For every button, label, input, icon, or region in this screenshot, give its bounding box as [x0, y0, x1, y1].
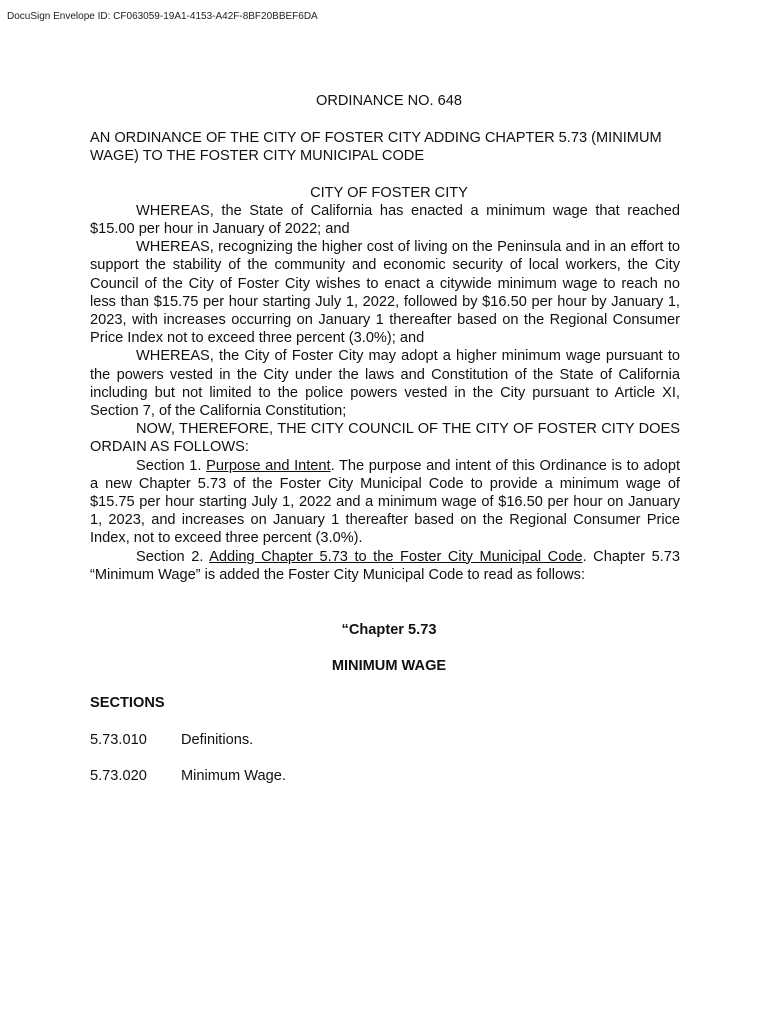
- section-title: Minimum Wage.: [181, 767, 286, 784]
- ordinance-title: AN ORDINANCE OF THE CITY OF FOSTER CITY ADDING CHAPTER 5.73 (MINIMUM WAGE) TO THE FOSTER CITY MUNICIPAL CODE: [90, 130, 662, 165]
- whereas-paragraph-2: WHEREAS, recognizing the higher cost of living on the Peninsula and in an effort to support the stability of the community and economic security of local workers, the City Council of the City of Foster City wishes to enact a citywide minimum wage to reach no less than $15.75 per hour starting July 1, 2022, followed by $16.50 per hour by January 1, 2023, with increases occurring on January 1 thereafter based on the Regional Consumer Price Index not to exceed three percent (3.0%); and: [90, 239, 680, 347]
- section-number: 5.73.010: [90, 731, 147, 748]
- chapter-name: MINIMUM WAGE: [331, 658, 447, 675]
- chapter-number: “Chapter 5.73: [341, 622, 437, 639]
- section-2-paragraph: [90, 548, 680, 584]
- section-2-prefix: Section 2.: [136, 548, 210, 565]
- whereas-paragraph-3: WHEREAS, the City of Foster City may adopt a higher minimum wage pursuant to the powers vested in the City under the laws and Constitution of the State of California including but not limited to the police powers vested in the City pursuant to Article XI, Section 7, of the California Constitution;: [90, 348, 680, 420]
- section-1-prefix: Section 1.: [136, 457, 207, 474]
- sections-heading: SECTIONS: [90, 695, 165, 712]
- section-2-text: . Chapter 5.73 “Minimum Wage” is added the Foster City Municipal Code to read as follows:: [90, 548, 681, 583]
- section-1-paragraph: [90, 457, 680, 548]
- document-page: [90, 92, 680, 785]
- whereas-paragraph-1: WHEREAS, the State of California has enacted a minimum wage that reached $15.00 per hour in January of 2022; and: [90, 202, 680, 238]
- section-title: Definitions.: [181, 731, 254, 748]
- city-heading: CITY OF FOSTER CITY: [310, 184, 468, 201]
- section-2-heading: Adding Chapter 5.73 to the Foster City Municipal Code: [209, 548, 583, 565]
- section-1-heading: Purpose and Intent: [206, 457, 331, 474]
- docusign-envelope-id: DocuSign Envelope ID: CF063059-19A1-4153-A42F-8BF20BBEF6DA: [7, 11, 318, 22]
- section-1-text: . The purpose and intent of this Ordinance is to adopt a new Chapter 5.73 of the Foster City Municipal Code to provide a minimum wage of $15.75 per hour starting July 1, 2022 and a minimum wage of $16.50 per hour on January 1, 2023, and increases on January 1 thereafter based on the Regional Consumer Price Index, not to exceed three percent (3.0%).: [90, 457, 680, 547]
- section-number: 5.73.020: [90, 767, 147, 784]
- section-list-item: [90, 731, 680, 749]
- now-therefore-paragraph: NOW, THEREFORE, THE CITY COUNCIL OF THE CITY OF FOSTER CITY DOES ORDAIN AS FOLLOWS:: [90, 421, 680, 456]
- section-list-item: [90, 767, 680, 785]
- ordinance-number: ORDINANCE NO. 648: [316, 93, 462, 109]
